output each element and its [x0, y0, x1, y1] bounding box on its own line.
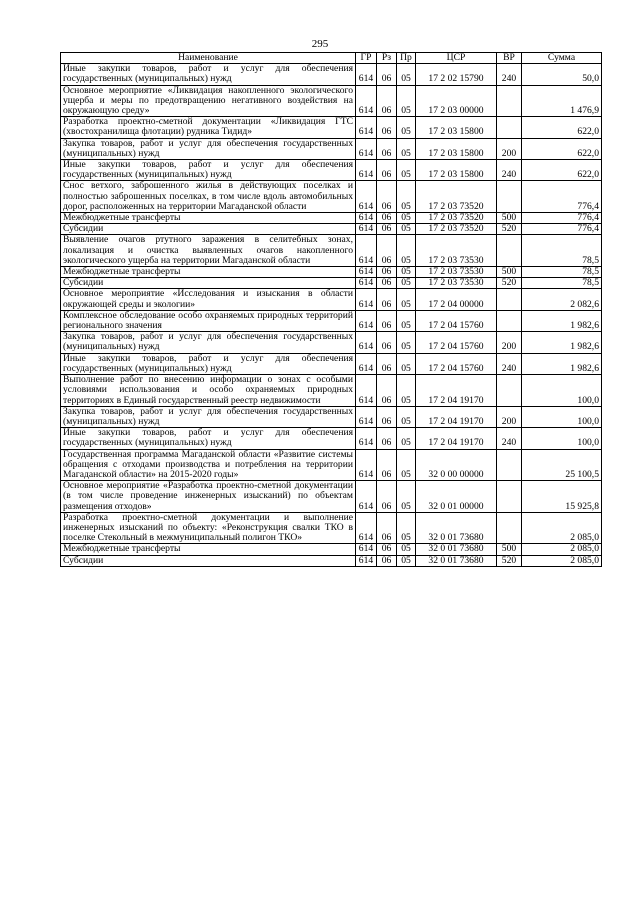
cell-vr [497, 449, 522, 481]
cell-name: Снос ветхого, заброшенного жилья в действующих поселках и полностью заброшенных поселках, в том числе вдоль автомобильных дорог, расположенных на территории Магаданской области [61, 181, 356, 213]
cell-sum: 776,4 [522, 213, 602, 224]
cell-sum: 50,0 [522, 64, 602, 85]
cell-name: Основное мероприятие «Исследования и изыскания в области окружающей среды и экологии» [61, 289, 356, 310]
cell-pr: 05 [397, 428, 416, 449]
cell-vr: 200 [497, 406, 522, 427]
header-name: Наименование [61, 53, 356, 64]
table-row [61, 138, 602, 159]
cell-pr: 05 [397, 138, 416, 159]
cell-pr: 05 [397, 117, 416, 138]
cell-rz: 06 [377, 138, 397, 159]
cell-csr: 17 2 04 00000 [416, 289, 497, 310]
cell-name: Государственная программа Магаданской области «Развитие системы обращения с отходами производства и потребления на территории Магаданской области» на 2015-2020 годы» [61, 449, 356, 481]
cell-gr: 614 [356, 64, 377, 85]
cell-vr [497, 310, 522, 331]
cell-rz: 06 [377, 332, 397, 353]
table-row [61, 310, 602, 331]
table-header-row [61, 53, 602, 64]
cell-csr: 17 2 03 15800 [416, 138, 497, 159]
cell-name: Комплексное обследование особо охраняемых природных территорий регионального значения [61, 310, 356, 331]
cell-pr: 05 [397, 332, 416, 353]
cell-rz: 06 [377, 267, 397, 278]
cell-vr: 520 [497, 278, 522, 289]
cell-csr: 17 2 03 00000 [416, 85, 497, 117]
cell-gr: 614 [356, 332, 377, 353]
cell-gr: 614 [356, 353, 377, 374]
cell-sum: 2 085,0 [522, 555, 602, 566]
cell-pr: 05 [397, 64, 416, 85]
table-row [61, 406, 602, 427]
header-vr: ВР [497, 53, 522, 64]
cell-name: Субсидии [61, 224, 356, 235]
cell-vr [497, 117, 522, 138]
cell-name: Закупка товаров, работ и услуг для обеспечения государственных (муниципальных) нужд [61, 138, 356, 159]
header-pr: Пр [397, 53, 416, 64]
table-row [61, 267, 602, 278]
cell-vr [497, 512, 522, 544]
cell-rz: 06 [377, 117, 397, 138]
cell-csr: 17 2 04 15760 [416, 310, 497, 331]
cell-pr: 05 [397, 181, 416, 213]
cell-rz: 06 [377, 85, 397, 117]
header-rz: Рз [377, 53, 397, 64]
cell-csr: 17 2 03 73530 [416, 235, 497, 267]
cell-vr [497, 85, 522, 117]
cell-rz: 06 [377, 213, 397, 224]
cell-vr: 500 [497, 267, 522, 278]
cell-gr: 614 [356, 289, 377, 310]
cell-vr [497, 235, 522, 267]
cell-rz: 06 [377, 406, 397, 427]
cell-csr: 17 2 03 73520 [416, 224, 497, 235]
table-row [61, 235, 602, 267]
cell-rz: 06 [377, 544, 397, 555]
cell-vr [497, 375, 522, 407]
cell-gr: 614 [356, 555, 377, 566]
cell-sum: 776,4 [522, 181, 602, 213]
cell-gr: 614 [356, 138, 377, 159]
cell-name: Разработка проектно-сметной документации «Ликвидация ГТС (хвостохранилища флотации) рудника Тидид» [61, 117, 356, 138]
cell-sum: 622,0 [522, 117, 602, 138]
cell-sum: 1 982,6 [522, 353, 602, 374]
cell-csr: 17 2 02 15790 [416, 64, 497, 85]
cell-rz: 06 [377, 278, 397, 289]
table-row [61, 555, 602, 566]
cell-name: Выявление очагов ртутного заражения в селитебных зонах, локализация и очистка выявленных очагов накопленного экологического ущерба на территории Магаданской области [61, 235, 356, 267]
cell-pr: 05 [397, 512, 416, 544]
cell-pr: 05 [397, 555, 416, 566]
cell-pr: 05 [397, 160, 416, 181]
cell-rz: 06 [377, 64, 397, 85]
cell-gr: 614 [356, 375, 377, 407]
cell-sum: 776,4 [522, 224, 602, 235]
table-row [61, 353, 602, 374]
cell-pr: 05 [397, 213, 416, 224]
cell-name: Межбюджетные трансферты [61, 267, 356, 278]
cell-vr [497, 181, 522, 213]
cell-pr: 05 [397, 544, 416, 555]
cell-gr: 614 [356, 267, 377, 278]
cell-csr: 17 2 03 73530 [416, 267, 497, 278]
cell-rz: 06 [377, 181, 397, 213]
cell-vr: 520 [497, 224, 522, 235]
cell-pr: 05 [397, 235, 416, 267]
cell-pr: 05 [397, 406, 416, 427]
cell-csr: 17 2 03 73530 [416, 278, 497, 289]
cell-pr: 05 [397, 267, 416, 278]
page-number: 295 [311, 38, 329, 50]
cell-sum: 100,0 [522, 375, 602, 407]
cell-name: Основное мероприятие «Ликвидация накопленного экологического ущерба и меры по предотвращению негативного воздействия на окружающую среду» [61, 85, 356, 117]
cell-vr: 240 [497, 160, 522, 181]
cell-csr: 17 2 03 73520 [416, 181, 497, 213]
table-row [61, 512, 602, 544]
cell-rz: 06 [377, 449, 397, 481]
cell-vr: 200 [497, 332, 522, 353]
cell-pr: 05 [397, 310, 416, 331]
budget-table [60, 52, 602, 567]
cell-csr: 17 2 04 15760 [416, 332, 497, 353]
cell-rz: 06 [377, 375, 397, 407]
table-row [61, 449, 602, 481]
cell-sum: 78,5 [522, 278, 602, 289]
header-csr: ЦСР [416, 53, 497, 64]
cell-pr: 05 [397, 449, 416, 481]
cell-rz: 06 [377, 428, 397, 449]
cell-gr: 614 [356, 544, 377, 555]
cell-rz: 06 [377, 160, 397, 181]
cell-sum: 2 085,0 [522, 512, 602, 544]
cell-vr: 240 [497, 428, 522, 449]
table-row [61, 544, 602, 555]
cell-name: Межбюджетные трансферты [61, 544, 356, 555]
cell-gr: 614 [356, 235, 377, 267]
cell-sum: 622,0 [522, 138, 602, 159]
table-row [61, 64, 602, 85]
table-row [61, 117, 602, 138]
cell-sum: 15 925,8 [522, 481, 602, 513]
header-sum: Сумма [522, 53, 602, 64]
cell-gr: 614 [356, 406, 377, 427]
cell-pr: 05 [397, 289, 416, 310]
cell-gr: 614 [356, 181, 377, 213]
cell-sum: 100,0 [522, 406, 602, 427]
cell-vr [497, 289, 522, 310]
cell-csr: 17 2 04 19170 [416, 428, 497, 449]
cell-gr: 614 [356, 213, 377, 224]
table-row [61, 181, 602, 213]
cell-sum: 1 982,6 [522, 310, 602, 331]
cell-rz: 06 [377, 310, 397, 331]
cell-vr: 500 [497, 213, 522, 224]
table-row [61, 289, 602, 310]
table-row [61, 160, 602, 181]
cell-gr: 614 [356, 428, 377, 449]
cell-sum: 622,0 [522, 160, 602, 181]
cell-name: Иные закупки товаров, работ и услуг для обеспечения государственных (муниципальных) нужд [61, 64, 356, 85]
cell-sum: 100,0 [522, 428, 602, 449]
cell-name: Основное мероприятие «Разработка проектно-сметной документации (в том числе проведение инженерных изысканий) по объектам размещения отходов» [61, 481, 356, 513]
cell-name: Иные закупки товаров, работ и услуг для обеспечения государственных (муниципальных) нужд [61, 353, 356, 374]
cell-csr: 17 2 04 15760 [416, 353, 497, 374]
cell-csr: 17 2 04 19170 [416, 406, 497, 427]
cell-csr: 32 0 00 00000 [416, 449, 497, 481]
cell-sum: 1 476,9 [522, 85, 602, 117]
table-row [61, 85, 602, 117]
cell-sum: 1 982,6 [522, 332, 602, 353]
cell-vr [497, 481, 522, 513]
table-row [61, 332, 602, 353]
cell-gr: 614 [356, 449, 377, 481]
cell-vr: 240 [497, 64, 522, 85]
cell-csr: 32 0 01 73680 [416, 512, 497, 544]
cell-pr: 05 [397, 224, 416, 235]
cell-name: Закупка товаров, работ и услуг для обеспечения государственных (муниципальных) нужд [61, 332, 356, 353]
cell-name: Субсидии [61, 278, 356, 289]
cell-gr: 614 [356, 117, 377, 138]
cell-sum: 2 082,6 [522, 289, 602, 310]
cell-sum: 2 085,0 [522, 544, 602, 555]
cell-gr: 614 [356, 160, 377, 181]
table-row [61, 375, 602, 407]
cell-csr: 17 2 03 73520 [416, 213, 497, 224]
cell-gr: 614 [356, 224, 377, 235]
cell-rz: 06 [377, 512, 397, 544]
cell-name: Межбюджетные трансферты [61, 213, 356, 224]
cell-sum: 78,5 [522, 235, 602, 267]
cell-vr: 240 [497, 353, 522, 374]
table-body [61, 64, 602, 567]
table-row [61, 224, 602, 235]
cell-rz: 06 [377, 481, 397, 513]
cell-pr: 05 [397, 353, 416, 374]
cell-pr: 05 [397, 375, 416, 407]
cell-gr: 614 [356, 481, 377, 513]
cell-gr: 614 [356, 278, 377, 289]
cell-pr: 05 [397, 481, 416, 513]
cell-name: Разработка проектно-сметной документации и выполнение инженерных изысканий по объекту: «Реконструкция свалки ТКО в поселке Стекольный в межмуниципальный полигон ТКО» [61, 512, 356, 544]
header-gr: ГР [356, 53, 377, 64]
table-row [61, 481, 602, 513]
cell-name: Закупка товаров, работ и услуг для обеспечения государственных (муниципальных) нужд [61, 406, 356, 427]
cell-name: Субсидии [61, 555, 356, 566]
cell-csr: 17 2 03 15800 [416, 160, 497, 181]
cell-name: Иные закупки товаров, работ и услуг для обеспечения государственных (муниципальных) нужд [61, 160, 356, 181]
cell-pr: 05 [397, 278, 416, 289]
cell-rz: 06 [377, 224, 397, 235]
cell-rz: 06 [377, 289, 397, 310]
cell-gr: 614 [356, 85, 377, 117]
cell-sum: 25 100,5 [522, 449, 602, 481]
cell-vr: 200 [497, 138, 522, 159]
cell-vr: 500 [497, 544, 522, 555]
cell-rz: 06 [377, 555, 397, 566]
cell-csr: 32 0 01 73680 [416, 555, 497, 566]
cell-vr: 520 [497, 555, 522, 566]
table-row [61, 278, 602, 289]
cell-csr: 32 0 01 00000 [416, 481, 497, 513]
table-row [61, 213, 602, 224]
cell-rz: 06 [377, 235, 397, 267]
cell-name: Выполнение работ по внесению информации о зонах с особыми условиями использования и особо охраняемых природных территориях в Единый государственный реестр недвижимости [61, 375, 356, 407]
cell-rz: 06 [377, 353, 397, 374]
cell-csr: 17 2 04 19170 [416, 375, 497, 407]
cell-sum: 78,5 [522, 267, 602, 278]
cell-gr: 614 [356, 512, 377, 544]
cell-csr: 17 2 03 15800 [416, 117, 497, 138]
cell-gr: 614 [356, 310, 377, 331]
cell-name: Иные закупки товаров, работ и услуг для обеспечения государственных (муниципальных) нужд [61, 428, 356, 449]
cell-pr: 05 [397, 85, 416, 117]
cell-csr: 32 0 01 73680 [416, 544, 497, 555]
table-row [61, 428, 602, 449]
